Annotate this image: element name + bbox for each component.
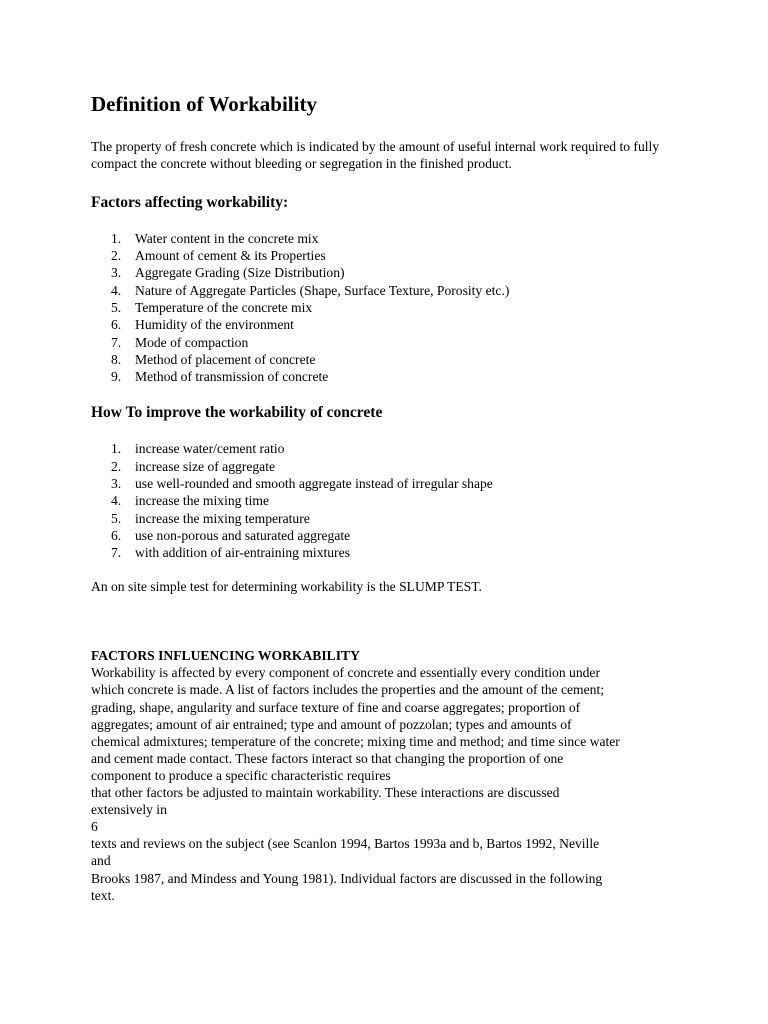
text-line: aggregates; amount of air entrained; type and amount of pozzolan; types and amounts of <box>91 716 572 732</box>
page-number: 6 <box>91 819 98 835</box>
text-line: Brooks 1987, and Mindess and Young 1981). Individual factors are discussed in the following <box>91 870 603 886</box>
list-item: 5. Temperature of the concrete mix <box>111 300 313 315</box>
list-item: 6. Humidity of the environment <box>111 317 294 333</box>
factors-heading: Factors affecting workability: <box>91 193 289 211</box>
text-line: Workability is affected by every component of concrete and essentially every condition under <box>91 665 600 681</box>
text-line: texts and reviews on the subject (see Scanlon 1994, Bartos 1993a and b, Bartos 1992, Neville <box>91 836 600 852</box>
list-item: 2. Amount of cement & its Properties <box>111 248 326 264</box>
list-item: 6. use non-porous and saturated aggregate <box>111 527 351 543</box>
list-item: 9. Method of transmission of concrete <box>111 369 329 385</box>
list-item: 7. with addition of air-entraining mixtures <box>111 545 350 561</box>
slump-test-paragraph: An on site simple test for determining workability is the SLUMP TEST. <box>91 578 482 594</box>
list-item: 1. Water content in the concrete mix <box>111 230 319 246</box>
improve-heading: How To improve the workability of concrete <box>91 404 383 422</box>
factors-list <box>91 230 691 386</box>
list-item: 4. increase the mixing time <box>111 493 270 509</box>
list-item: 5. increase the mixing temperature <box>111 510 310 526</box>
influencing-body <box>91 664 691 903</box>
text-line: chemical admixtures; temperature of the concrete; mixing time and method; and time since water <box>91 733 620 749</box>
page-title: Definition of Workability <box>91 92 317 116</box>
list-item: 3. Aggregate Grading (Size Distribution) <box>111 265 345 281</box>
list-item: 8. Method of placement of concrete <box>111 351 316 367</box>
list-item: 2. increase size of aggregate <box>111 458 276 474</box>
text-line: which concrete is made. A list of factors includes the properties and the amount of the cement; <box>91 682 605 698</box>
text-line: and cement made contact. These factors interact so that changing the proportion of one <box>91 750 564 766</box>
text-line: that other factors be adjusted to maintain workability. These interactions are discussed <box>91 785 560 801</box>
list-item: 7. Mode of compaction <box>111 334 249 350</box>
list-item: 4. Nature of Aggregate Particles (Shape, Surface Texture, Porosity etc.) <box>111 282 510 298</box>
list-item: 3. use well-rounded and smooth aggregate instead of irregular shape <box>111 476 493 492</box>
text-line: and <box>91 853 111 869</box>
text-line: grading, shape, angularity and surface texture of fine and coarse aggregates; proportion of <box>91 699 581 715</box>
influencing-heading: FACTORS INFLUENCING WORKABILITY <box>91 647 360 663</box>
text-line: extensively in <box>91 802 167 818</box>
text-line: component to produce a specific characteristic requires <box>91 767 391 783</box>
improvements-list <box>91 440 691 561</box>
document-page <box>91 90 691 904</box>
list-item: 1. increase water/cement ratio <box>111 441 285 457</box>
intro-paragraph: The property of fresh concrete which is indicated by the amount of useful internal work required to fully compact the concrete without bleeding or segregation in the finished product. <box>91 139 660 172</box>
text-line: text. <box>91 887 115 903</box>
